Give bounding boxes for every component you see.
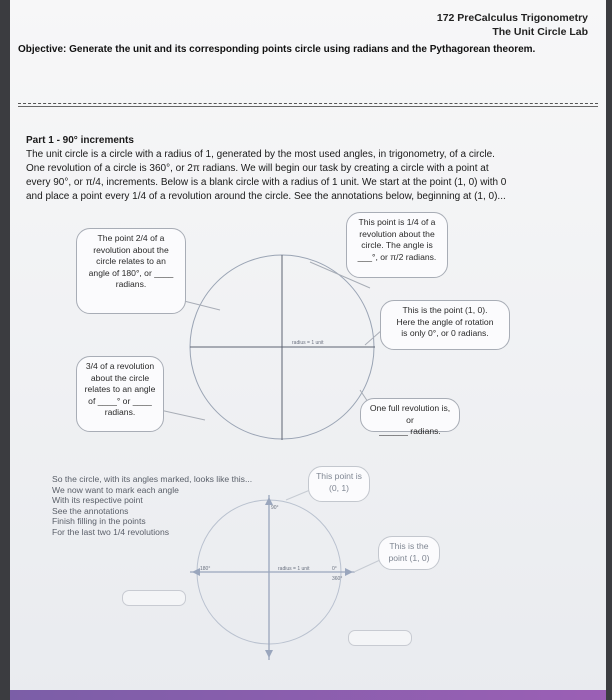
callout-left-mid-l5: radians. [104,407,136,417]
lower-circle-diagram [10,0,606,700]
angle-90-label: 90° [271,505,279,511]
arrow-down-icon [265,650,273,658]
callout-lower-top-l1: This point is [316,471,362,481]
callout-lower-top [308,466,370,502]
callout-left-mid-l3: relates to an angle [84,384,156,394]
course-title: 172 PreCalculus Trigonometry [436,12,588,24]
part1-line3: every 90°, or π/4, increments. Below is a blank circle with a radius of 1 unit. We start at the point (1, 0) with 0 [26,177,507,188]
arrow-right-icon [345,568,353,576]
angle-180-label: 180° [200,566,211,572]
callout-left-top-l5: radians. [115,279,147,289]
callout-right-mid-l3: is only 0°, or 0 radians. [401,328,489,338]
arrow-left-icon [192,568,200,576]
callout-top-right-l4: ___°, or π/2 radians. [357,251,437,262]
callout-top-right-l3: circle. The angle is [361,240,433,250]
lower-line6: For the last two 1/4 revolutions [52,526,170,537]
callout-left-top-l3: circle relates to an [96,256,166,266]
lab-title: The Unit Circle Lab [492,26,588,38]
part1-line2: One revolution of a circle is 360°, or 2π radians. We will begin our task by creating a circle with a point at [26,163,489,174]
callout-lower-right-l2: point (1, 0) [388,552,430,563]
callout-right-low-l2: ______ radians. [379,426,441,436]
callout-right-mid-l1: This is the point (1, 0). [402,305,488,315]
lower-line2: We now want to mark each angle [52,484,179,495]
part1-line4: and place a point every 1/4 of a revolution around the circle. See the annotations below, beginning at (1, 0)... [26,191,506,202]
upper-radius-label: radius = 1 unit [292,340,324,346]
blank-point-left[interactable] [122,590,186,606]
lower-line3: With its respective point [52,495,143,505]
lower-radius-label: radius = 1 unit [278,566,310,572]
callout-left-mid-l1: 3/4 of a revolution [85,361,155,371]
angle-0-label: 0° [332,566,337,572]
objective-label: Objective: [18,44,67,55]
arrow-up-icon [265,497,273,505]
callout-left-top-l1: The point 2/4 of a [97,233,165,243]
part1-title: Part 1 - 90° increments [26,135,134,146]
angle-360-label: 360° [332,576,343,582]
bottom-edge [10,690,606,700]
callout-top-right-l2: revolution about the [359,228,435,239]
callout-left-top-l2: revolution about the [93,244,169,255]
callout-lower-top-l2: (0, 1) [328,482,350,493]
lower-line1: So the circle, with its angles marked, looks like this... [52,474,253,484]
worksheet-page [10,0,606,700]
callout-left-mid-l4: of ____° or ____ [88,395,152,406]
callout-right-low-l1: One full revolution is, or [369,403,451,425]
blank-point-bottom[interactable] [348,630,412,646]
tail-lower-top [286,490,310,500]
part1-line1: The unit circle is a circle with a radius of 1, generated by the most used angles, in trigonometry, of a circle. [26,149,495,160]
tail-lower-right [354,560,380,572]
lower-line5: Finish filling in the points [52,516,146,526]
lower-line4: See the annotations [52,505,129,516]
callout-top-right-l1: This point is 1/4 of a [358,217,436,227]
callout-left-mid-l2: about the circle [90,372,150,383]
callout-lower-right [378,536,440,570]
callout-left-top-l4: angle of 180°, or ____ [88,267,174,278]
objective-text: Generate the unit and its corresponding points circle using radians and the Pythagorean theorem. [69,44,536,55]
callout-right-mid-l2: Here the angle of rotation [396,316,494,327]
callout-lower-right-l1: This is the [389,541,429,551]
